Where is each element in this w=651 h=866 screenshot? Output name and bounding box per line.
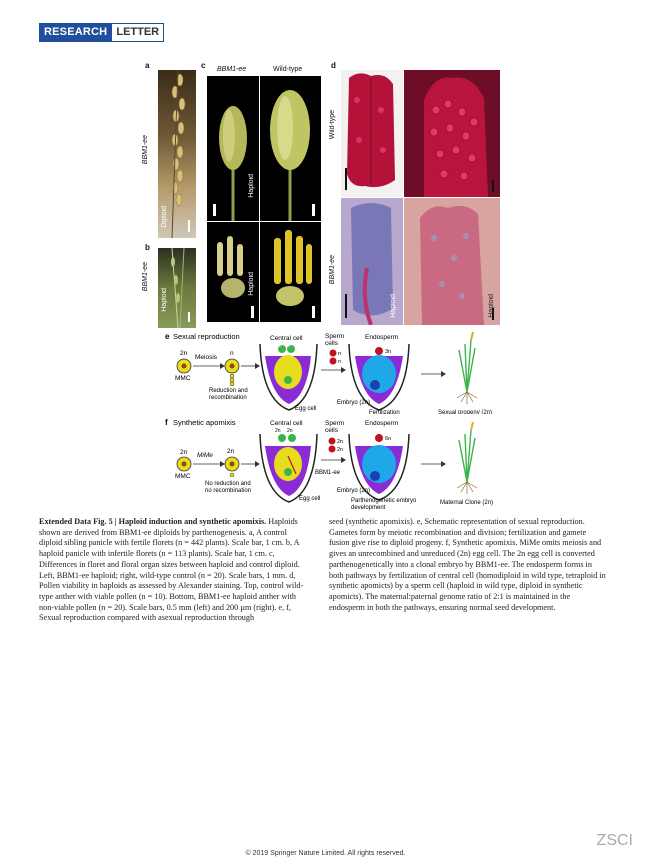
- panel-c-col2-label: Wild-type: [273, 66, 303, 73]
- diagram-f-parthenogenetic: Parthenogenetic embryo development: [351, 498, 417, 511]
- panel-a-panicle-photo: [158, 70, 196, 238]
- panel-d-label: d: [331, 61, 336, 70]
- panel-c-tag2: Haploid: [248, 272, 255, 296]
- diagram-e-mmc-nucleus: [182, 364, 187, 369]
- panel-c-organs-wildtype-drawing: [260, 222, 321, 322]
- panel-c-floret-haploid-drawing: [207, 76, 259, 221]
- diagram-f-label: f: [165, 418, 168, 427]
- diagram-e-label: e: [165, 332, 170, 341]
- diagram-e-endo-nucleus: [375, 347, 383, 355]
- panel-d-row2-label: BBM1-ee: [329, 255, 336, 285]
- diagram-f-sperm-1: [329, 438, 336, 445]
- panel-d-haploid-anther-right: [404, 198, 500, 325]
- panel-c-organs-wildtype: [248, 222, 321, 322]
- diagram-f-plant-icon: [457, 422, 477, 494]
- diagram-f-bbm: BBM1-ee: [315, 470, 341, 476]
- diagram-f-endo-ploidy: 6n: [385, 436, 392, 442]
- diagram-e-endo-ploidy: 3n: [385, 349, 392, 355]
- panel-d-tag1: Haploid: [390, 294, 397, 318]
- diagram-e-progeny: Sexual progeny (2n): [438, 410, 493, 414]
- diagram-f-endosperm: Endosperm: [365, 420, 399, 427]
- diagram-e-megaspore-nucleus: [230, 364, 235, 369]
- caption-title: Extended Data Fig. 5 | Haploid induction and synthetic apomixis.: [39, 517, 267, 526]
- diagram-f-egg-nucleus: [284, 468, 292, 476]
- diagram-e-cc-n2: n: [288, 343, 291, 348]
- diagram-f-sperm: Sperm cells: [325, 420, 345, 434]
- panel-d-tag2: Haploid: [488, 294, 495, 318]
- panel-b-tag: Haploid: [161, 288, 168, 312]
- panel-d-hap-right-drawing: [404, 198, 500, 325]
- diagram-f-cc-nucleus-2: [288, 434, 296, 442]
- badge-research: RESEARCH: [39, 23, 112, 42]
- diagram-e-plant-icon: [457, 332, 477, 404]
- diagram-e-sp-n1: n: [338, 351, 342, 357]
- diagram-e-meiosis-arrowhead: [220, 363, 225, 369]
- diagram-e-meiosis: Meiosis: [195, 354, 218, 361]
- diagram-f-arrowhead-3: [341, 457, 346, 463]
- diagram-e-arrowhead-2: [255, 363, 260, 369]
- panel-a-label: a: [145, 61, 150, 70]
- panel-c-floret-wildtype: [248, 76, 321, 221]
- caption-col1-text: Haploids shown are derived from BBM1-ee diploids by parthenogenesis. a, A control diploid sibling panicle with fertile florets (n = 442 plants). Scale bar, 1 cm. b, A haploid panicle with infertile florets (n = 113 plants). Scale bar, 1 cm. c, Differences in floret and floral organ sizes between haploid and control diploid. Left, BBM1-ee haploid; right, wild-type control (n = 20). Scale bars, 1 mm. d, Pollen viability in haploids as assessed by Alexander staining. Top, control wild-type anther with viable pollen (n = 10). Bottom, BBM1-ee haploid anther with non-viable pollen (n = 20). Scale bars, 0.5 mm (left) and 200 µm (right). e, f, Sexual reproduction compared with asexual reproduction through: [39, 517, 304, 623]
- diagram-e-egg-cell: Egg cell: [295, 406, 317, 412]
- panel-c-floret-wildtype-drawing: [260, 76, 321, 221]
- diagram-e-reduction: Reduction and recombination: [209, 388, 248, 401]
- diagram-e-arrowhead-3: [341, 367, 346, 373]
- panel-d-haploid-anther-left: [341, 198, 403, 325]
- diagram-e-sexual-reproduction: [165, 330, 505, 414]
- diagram-f-embryo-label: Embryo (2n): [337, 488, 371, 494]
- diagram-f-progeny: Maternal Clone (2n): [440, 500, 494, 506]
- diagram-f-arrowhead-2: [255, 461, 260, 467]
- diagram-e-sperm-1: [330, 350, 337, 357]
- diagram-f-sp-n2: 2n: [337, 447, 344, 453]
- diagram-e-egg-nucleus: [284, 376, 292, 384]
- panel-c-label: c: [201, 61, 206, 70]
- diagram-f-sp-n1: 2n: [337, 439, 344, 445]
- diagram-f-cc-n1: 2n: [275, 428, 281, 434]
- panel-d-wt-right-drawing: [404, 70, 500, 197]
- panel-a-tag: Diploid: [161, 206, 168, 228]
- diagram-e-fertilization: Fertilization: [369, 410, 400, 414]
- diagram-f-arrowhead-4: [441, 461, 446, 467]
- panel-d-row1-label: Wild-type: [329, 110, 336, 140]
- diagram-f-embryo: [370, 471, 380, 481]
- diagram-e-mmc: MMC: [175, 375, 191, 382]
- panel-c-floret-haploid: [207, 76, 259, 221]
- panel-a-side-label: BBM1-ee: [142, 135, 149, 165]
- diagram-e-arrowhead-4: [441, 371, 446, 377]
- diagram-f-n1: 2n: [227, 448, 235, 455]
- caption-col2-text: seed (synthetic apomixis). e, Schematic representation of sexual reproduction. Gametes form by meiotic recombination and division; fertilization and gamete fusion give rise to diploid progeny. f, Synthetic apomixis. MiMe omits meiosis and gives an unrecombined and unreduced (2n) egg cell. The 2n egg cell is converted parthenogenetically into a clonal embryo by BBM1-ee. The endosperm forms in both pathways by fertilization of central cell (homodiploid in wild type, tetraploid in synthetic apomicts) by a sperm cell (haploid in wild type, diploid in synthetic apomicts). The maternal:paternal genome ratio of 2:1 is maintained in the endosperm in both the pathways, ensuring normal seed development.: [329, 517, 606, 612]
- panel-b-label: b: [145, 243, 150, 252]
- caption-column-2: [329, 517, 607, 613]
- diagram-f-title: Synthetic apomixis: [173, 418, 236, 427]
- diagram-e-sperm: Sperm cells: [325, 333, 345, 347]
- diagram-f-cc-n2: 2n: [287, 428, 293, 434]
- diagram-f-mmc-nucleus: [182, 462, 187, 467]
- panel-b-side-label: BBM1-ee: [142, 262, 149, 292]
- diagram-e-embryo: [370, 380, 380, 390]
- diagram-e-cc-n1: n: [279, 343, 282, 348]
- diagram-f-sperm-2: [329, 446, 336, 453]
- panel-d-wildtype-anther-right: [404, 70, 500, 197]
- research-letter-badge: [39, 23, 164, 42]
- diagram-f-cc-nucleus-1: [278, 434, 286, 442]
- diagram-e-central-cell: Central cell: [270, 335, 303, 342]
- panel-c-col1-label: BBM1-ee: [217, 66, 247, 73]
- badge-letter: LETTER: [112, 23, 164, 42]
- diagram-e-n1: n: [230, 350, 234, 357]
- diagram-e-embryo-label: Embryo (2n): [337, 400, 371, 406]
- diagram-f-no-reduction: No reduction and no recombination: [205, 481, 252, 494]
- diagram-f-degenerate-cell: [230, 473, 234, 477]
- diagram-f-endo-nucleus: [375, 434, 383, 442]
- diagram-f-synthetic-apomixis: [165, 416, 505, 512]
- diagram-e-sperm-2: [330, 358, 337, 365]
- panel-b-panicle-photo: [158, 248, 196, 328]
- diagram-f-mime-arrowhead: [220, 461, 225, 467]
- diagram-f-megaspore-nucleus: [230, 462, 235, 467]
- diagram-e-sp-n2: n: [338, 359, 342, 365]
- panel-d-wt-left-drawing: [341, 70, 403, 197]
- copyright-footer: © 2019 Springer Nature Limited. All rights reserved.: [245, 850, 406, 857]
- diagram-f-mime: MiMe: [197, 452, 213, 459]
- diagram-f-mmc-ploidy: 2n: [180, 449, 188, 456]
- panel-c-tag1: Haploid: [248, 174, 255, 198]
- diagram-f-mmc: MMC: [175, 473, 191, 480]
- diagram-e-endosperm: Endosperm: [365, 334, 399, 341]
- diagram-e-degenerate-cells: [230, 374, 234, 386]
- diagram-f-egg-cell: Egg cell: [299, 496, 321, 502]
- caption-column-1: [39, 517, 307, 624]
- diagram-f-central-cell: Central cell: [270, 420, 303, 427]
- watermark: ZSCI: [596, 832, 633, 849]
- diagram-e-mmc-ploidy: 2n: [180, 350, 188, 357]
- panel-d-wildtype-anther-left: [341, 70, 403, 197]
- diagram-e-title: Sexual reproduction: [173, 332, 240, 341]
